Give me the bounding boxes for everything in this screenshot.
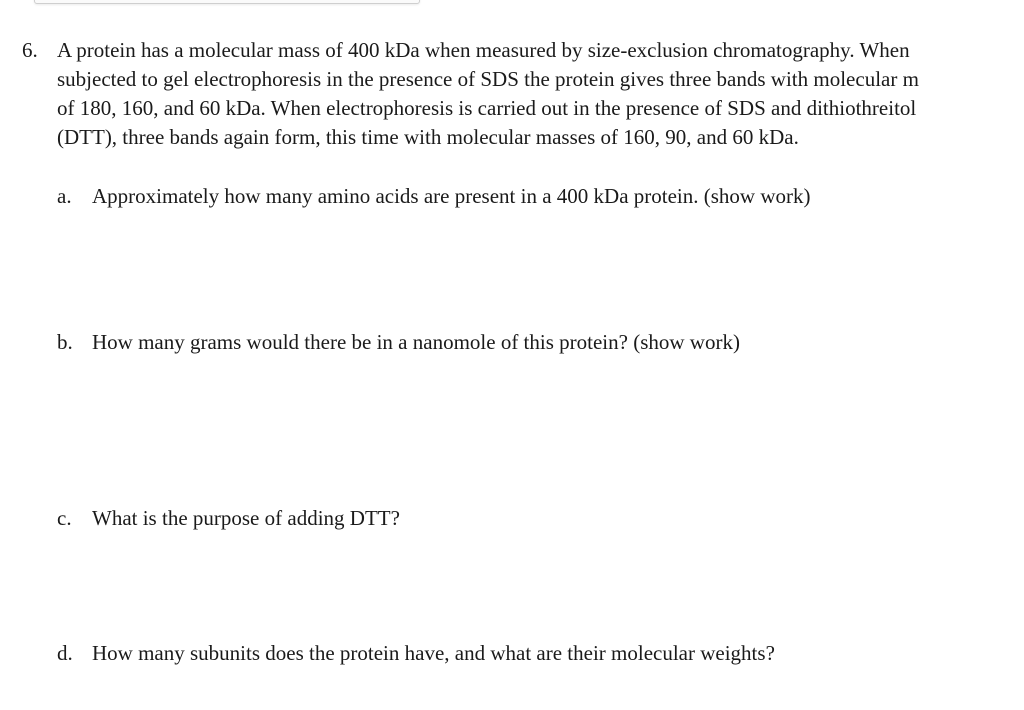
subquestion-letter: c.: [57, 506, 72, 530]
subquestion-letter: a.: [57, 184, 72, 208]
top-panel-edge: [34, 0, 420, 4]
subquestion-text: Approximately how many amino acids are present in a 400 kDa protein. (show work): [92, 184, 811, 208]
question-line: subjected to gel electrophoresis in the presence of SDS the protein gives three bands with molecular m: [57, 67, 919, 91]
subquestion-letter: b.: [57, 330, 73, 354]
question-number: 6.: [22, 38, 38, 62]
subquestion-text: How many subunits does the protein have, and what are their molecular weights?: [92, 641, 775, 665]
question-line: A protein has a molecular mass of 400 kDa when measured by size-exclusion chromatography. When: [57, 38, 910, 62]
subquestion-letter: d.: [57, 641, 73, 665]
question-line: (DTT), three bands again form, this time with molecular masses of 160, 90, and 60 kDa.: [57, 125, 799, 149]
subquestion-text: How many grams would there be in a nanomole of this protein? (show work): [92, 330, 740, 354]
subquestion-text: What is the purpose of adding DTT?: [92, 506, 400, 530]
question-line: of 180, 160, and 60 kDa. When electrophoresis is carried out in the presence of SDS and dithiothreitol: [57, 96, 917, 120]
